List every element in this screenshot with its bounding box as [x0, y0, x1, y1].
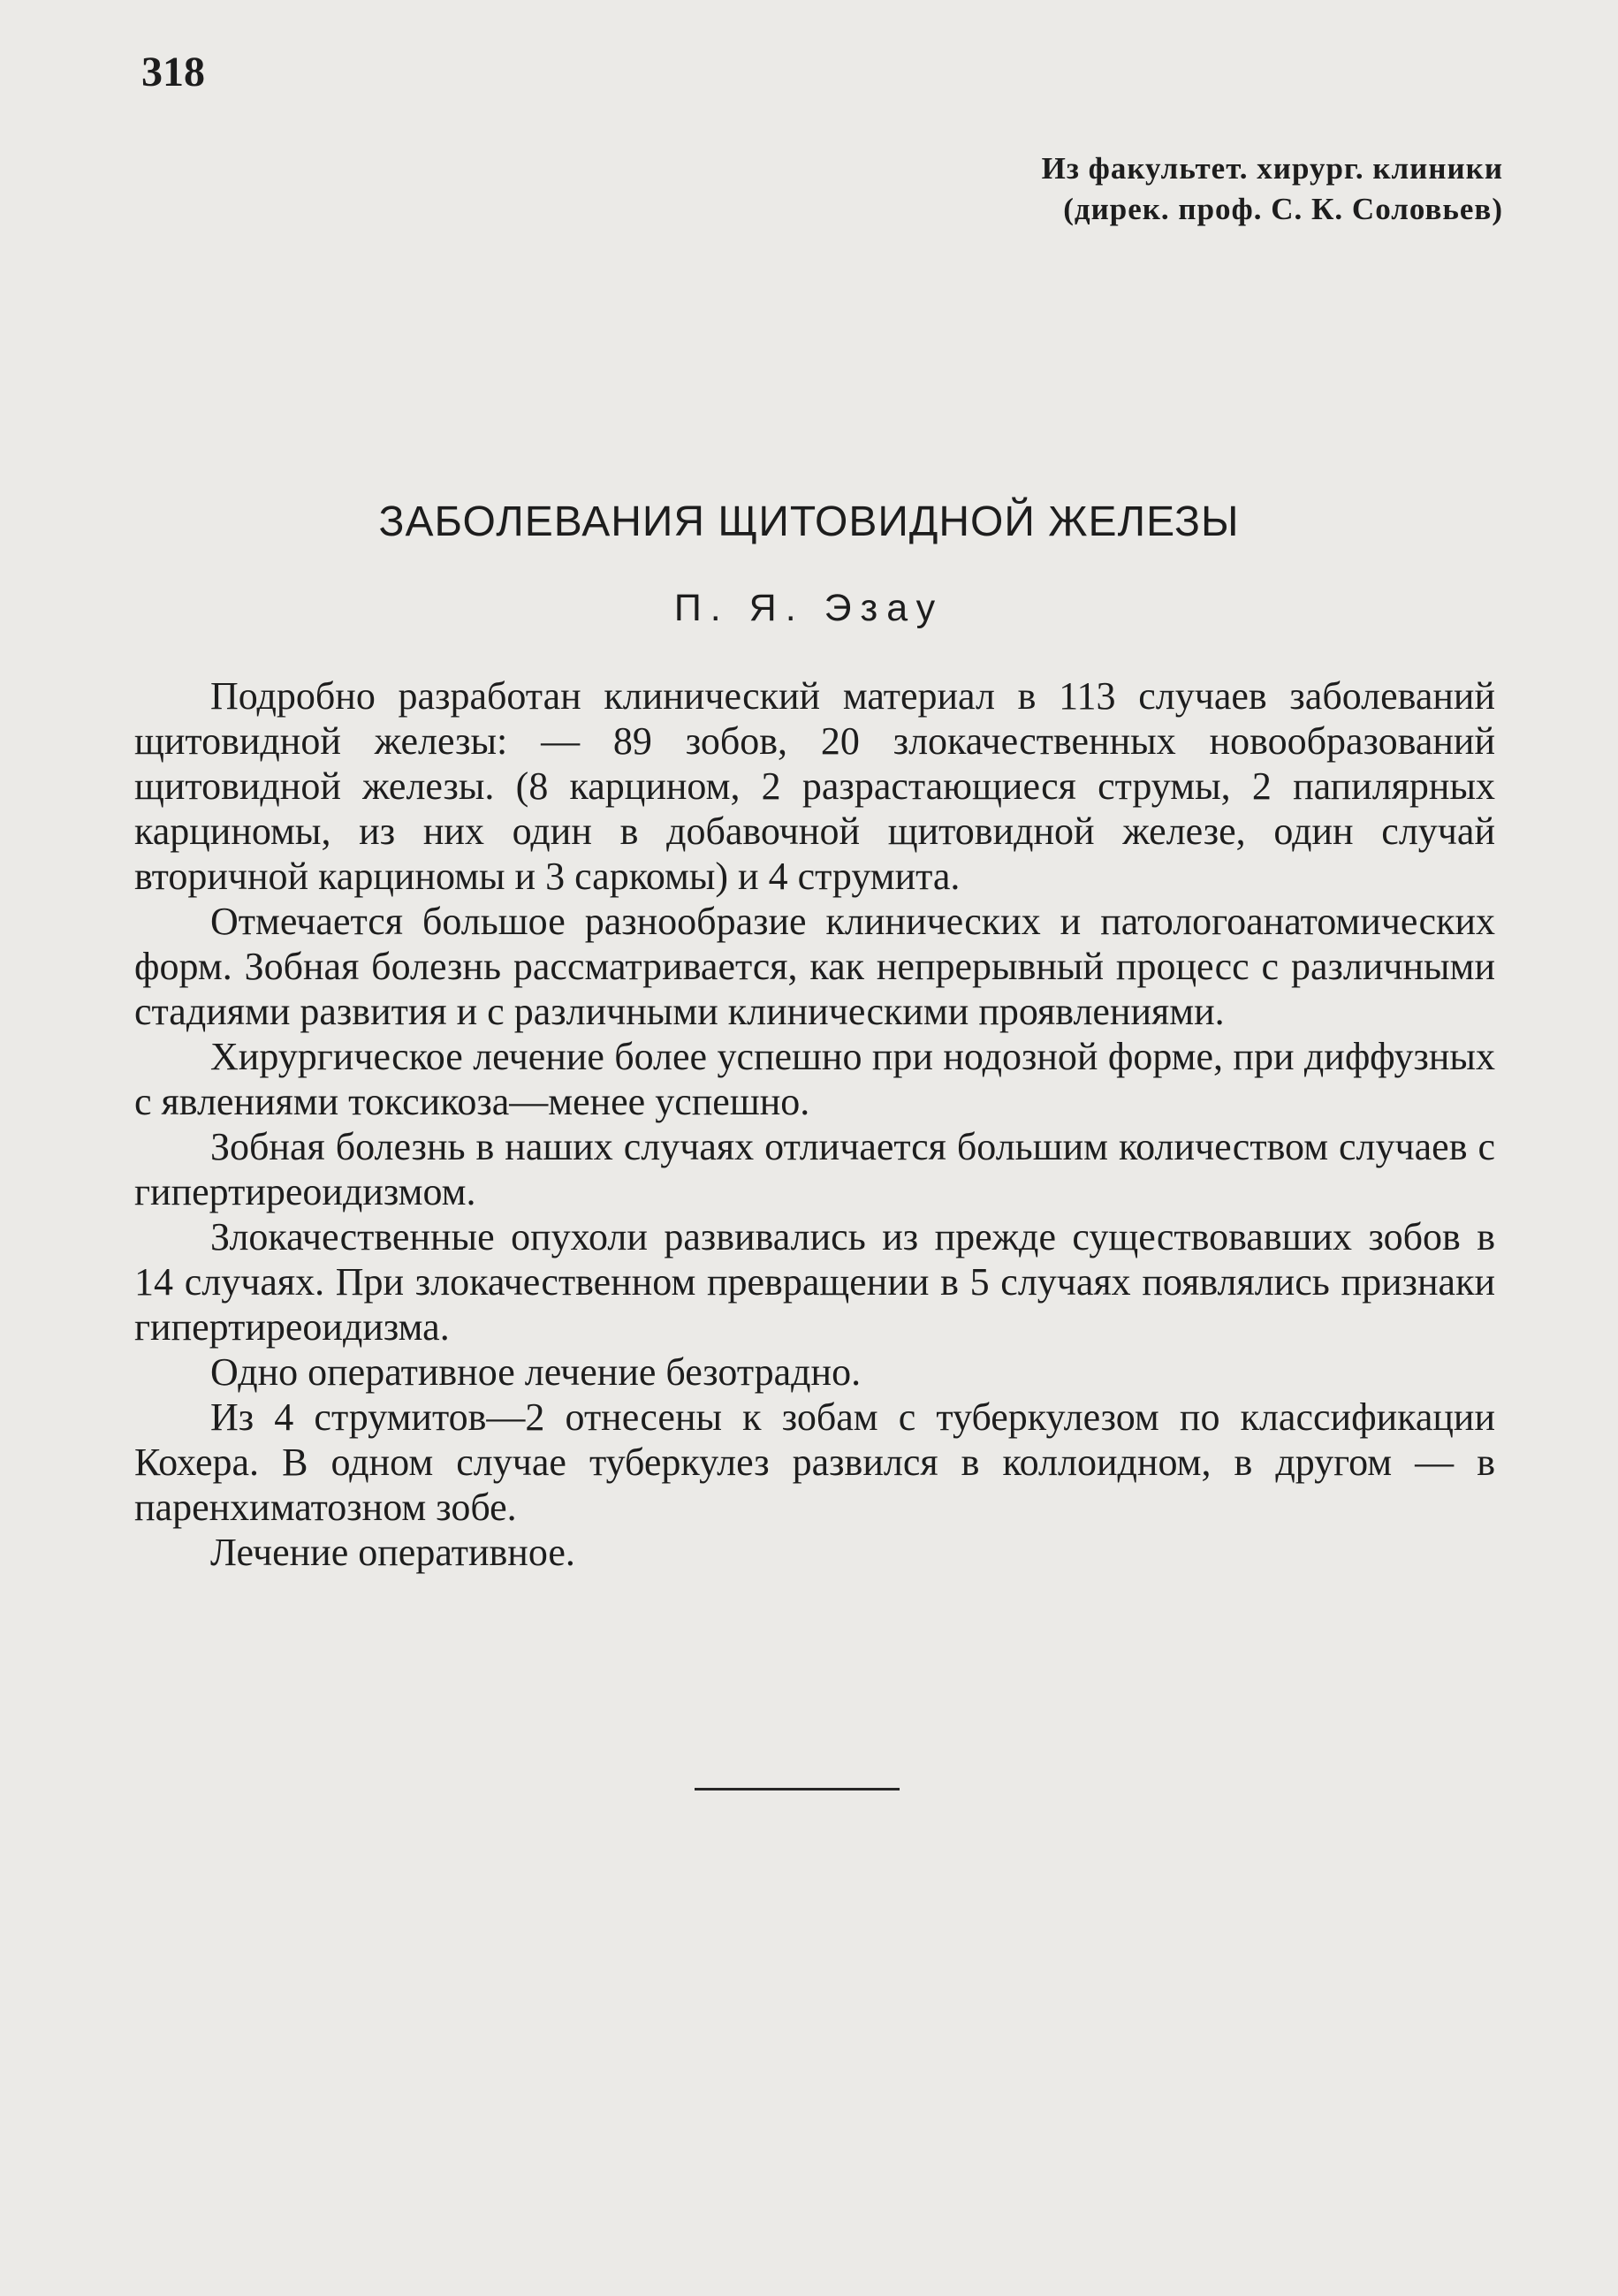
affiliation-line-2: (дирек. проф. С. К. Соловьев) [1063, 192, 1503, 226]
page-number: 318 [141, 49, 205, 95]
body-paragraph: Подробно разработан клинический материал в 113 случаев заболеваний щитовидной железы: — 89 зобов, 20 злокачественных новообразований щитовидной железы. (8 карцином, 2 разрастающиеся струмы, 2 папилярных карциномы, из них один в добавочной щитовидной железе, один случай вторичной карциномы и 3 саркомы) и 4 струмита. [134, 674, 1495, 898]
body-paragraph: Отмечается большое разнообразие клинических и патологоанатомических форм. Зобная болезнь рассматривается, как непрерывный процесс с различными стадиями развития и с различными клиническими проявлениями. [134, 900, 1495, 1033]
article-title: ЗАБОЛЕВАНИЯ ЩИТОВИДНОЙ ЖЕЛЕЗЫ [378, 498, 1240, 545]
body-paragraph: Из 4 струмитов—2 отнесены к зобам с туберкулезом по классификации Кохера. В одном случае туберкулез развился в коллоидном, в другом — в паренхиматозном зобе. [134, 1395, 1495, 1529]
body-paragraph: Хирургическое лечение более успешно при нодозной форме, при диффузных с явлениями токсикоза—менее успешно. [134, 1035, 1495, 1123]
article-author: П. Я. Эзау [673, 587, 945, 629]
body-paragraph: Зобная болезнь в наших случаях отличается большим количеством случаев с гипертиреоидизмом. [134, 1125, 1495, 1213]
end-divider [695, 1788, 900, 1790]
body-paragraph: Одно оперативное лечение безотрадно. [210, 1350, 862, 1394]
body-paragraph: Лечение оперативное. [210, 1531, 575, 1574]
affiliation-block [1042, 148, 1503, 230]
body-paragraph: Злокачественные опухоли развивались из прежде существовавших зобов в 14 случаях. При злокачественном превращении в 5 случаях появлялись признаки гипертиреоидизма. [134, 1215, 1495, 1349]
article-body [134, 673, 1495, 1575]
affiliation-line-1: Из факультет. хирург. клиники [1041, 151, 1503, 186]
